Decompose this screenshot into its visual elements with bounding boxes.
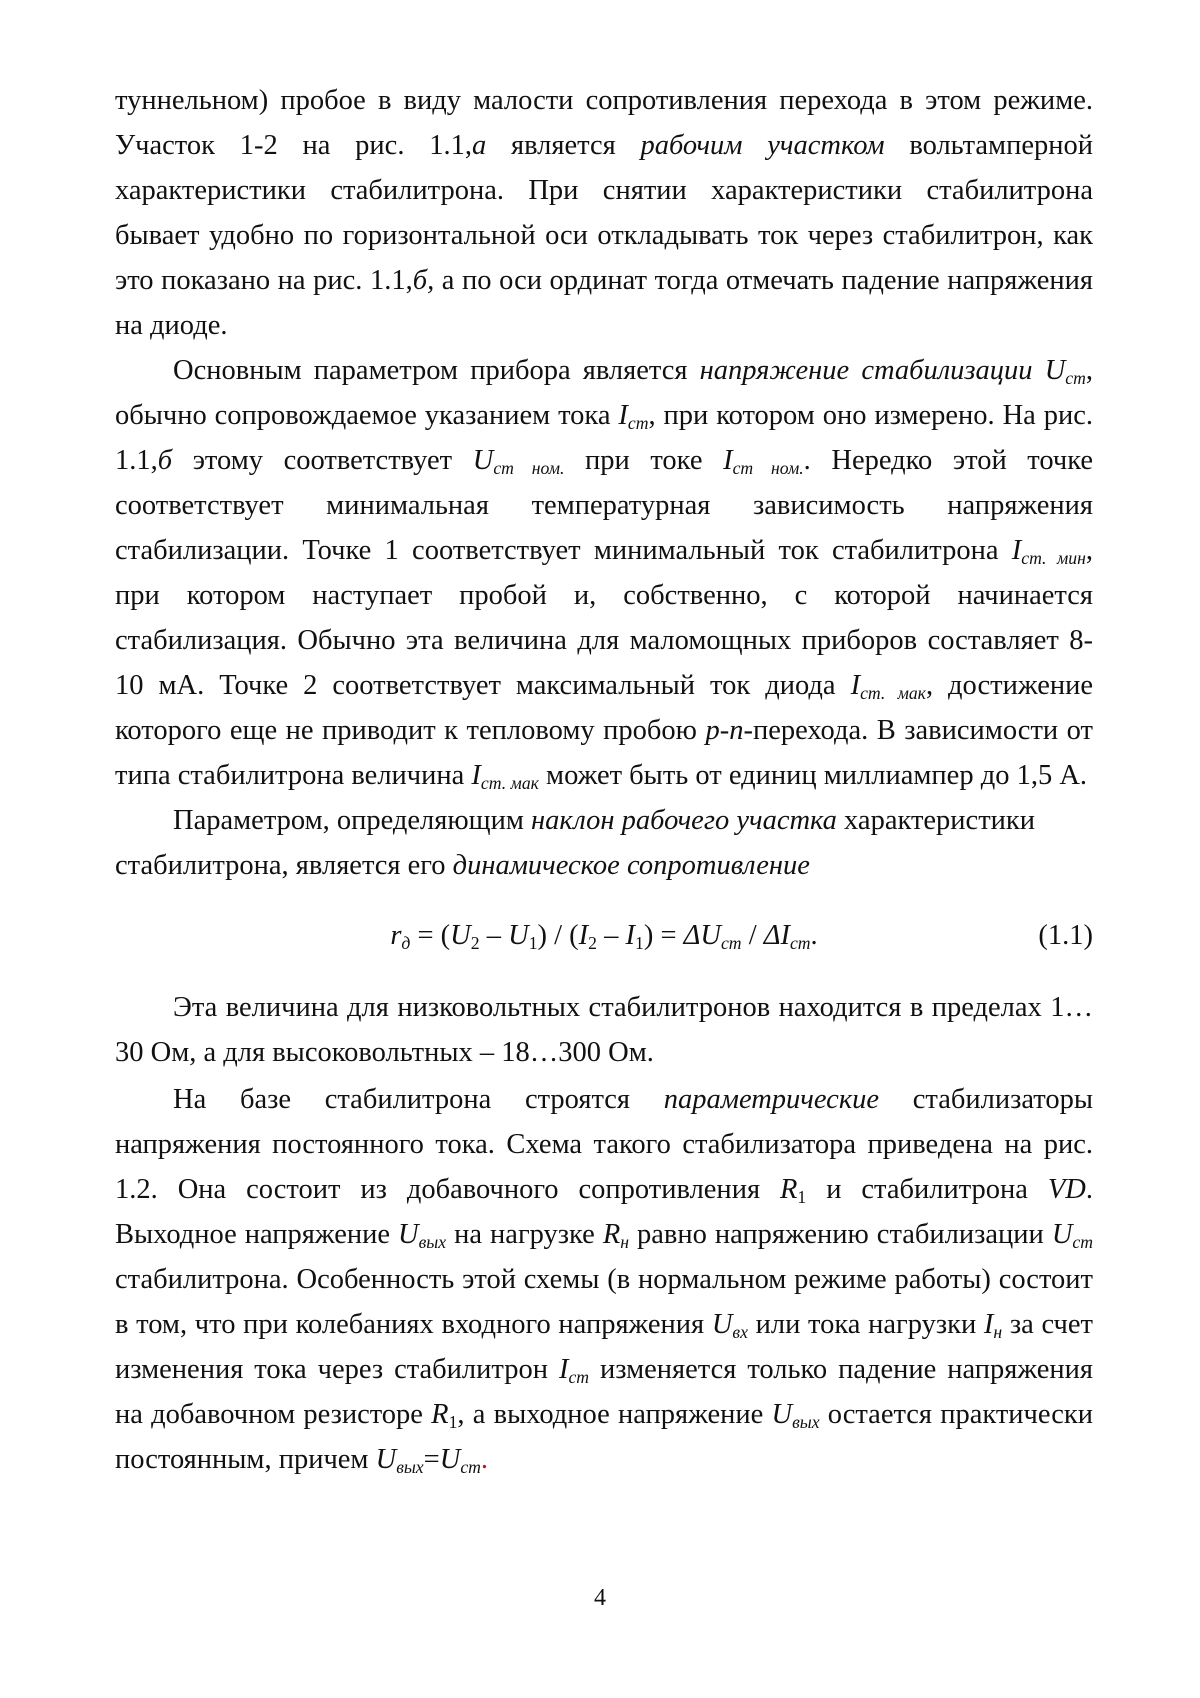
text-run: -перехода. В зависимости от типа стабилитрона величина [115, 715, 1093, 791]
text-run: Параметром, определяющим [173, 805, 532, 836]
symbol: $I_{ст. мин}$ [1011, 535, 1086, 568]
formula-expression: $r_д = (U_2 - U_1) / (I_2 - I_1) = \Delta U_{ст} / \Delta I_{ст}$. [390, 920, 818, 953]
text-run: , обычно сопровождаемое указанием тока [115, 355, 1093, 431]
italic-run: б [157, 445, 173, 476]
symbol: $I_{ст ном.}$ [723, 445, 804, 478]
italic-run: б, [412, 265, 435, 296]
italic-term: динамическое сопротивление [452, 850, 810, 881]
paragraph-3 [115, 798, 1093, 888]
italic-term: параметрические [663, 1084, 880, 1115]
text-run: стабилитрона. Особенность этой схемы (в нормальном режиме работы) состоит в том, что при колебаниях входного напряжения [115, 1264, 1093, 1340]
text-run: равно напряжению стабилизации [629, 1219, 1052, 1250]
text-run: = [423, 1444, 440, 1475]
text-run: остается практически постоянным, причем [115, 1399, 1094, 1475]
text-run: стабилизаторы напряжения постоянного тока. Схема такого стабилизатора приведена на рис. 1.2. Она состоит из добавочного сопротивления [115, 1084, 1094, 1205]
text-run: а по оси ординат тогда отмечать падение напряжения на диоде. [115, 265, 1093, 341]
text-run: характеристики стабилитрона, является его [115, 805, 1036, 881]
symbol: $U_{ст}$ [1044, 355, 1086, 388]
text-run: при токе [564, 445, 724, 476]
paragraph-4 [115, 985, 1093, 1075]
symbol: $U_{ст}$ [439, 1444, 481, 1477]
symbol: R [431, 1399, 449, 1430]
text-run: Эта величина для низковольтных стабилитронов находится в пределах 1…30 Ом, а для высоковольтных – 18…300 Ом. [115, 992, 1093, 1068]
symbol: $I_н$ [983, 1309, 1003, 1342]
symbol: $U_{вых}$ [771, 1399, 820, 1432]
text-run: на нагрузке [446, 1219, 603, 1250]
text-run: является [486, 130, 641, 161]
italic-run: а [471, 130, 487, 161]
paragraph-2 [115, 348, 1093, 798]
italic-run: p-n [705, 715, 744, 746]
end-dot: . [480, 1444, 489, 1475]
text-run: и стабилитрона [806, 1174, 1048, 1205]
italic-term: наклон рабочего участка [531, 805, 837, 836]
document-page [115, 78, 1093, 1482]
text-run: за счет изменения тока через стабилитрон [115, 1309, 1093, 1385]
text-run: этому соответствует [172, 445, 473, 476]
symbol: $R_н$ [602, 1219, 629, 1252]
symbol: $U_{вх}$ [711, 1309, 748, 1342]
symbol: VD [1047, 1174, 1086, 1205]
symbol: $U_{вых}$ [398, 1219, 447, 1252]
text-run: изменяется только падение напряжения на добавочном резисторе [115, 1354, 1093, 1430]
paragraph-1 [115, 78, 1093, 348]
text-run: , а выходное напряжение [457, 1399, 772, 1430]
symbol: $I_{ст}$ [558, 1354, 590, 1387]
text-run: . Выходное напряжение [115, 1174, 1093, 1250]
text-run: вольтамперной характеристики стабилитрона. При снятии характеристики стабилитрона бывает удобно по горизонтальной оси откладывать ток через стабилитрон, как это показано на рис. 1.1, [115, 130, 1093, 296]
formula-1-1 [115, 913, 1093, 958]
text-run: На базе стабилитрона строятся [173, 1084, 664, 1115]
symbol: $I_{ст}$ [618, 400, 649, 433]
text-run: Основным параметром прибора является [173, 355, 700, 386]
text-run: , при котором оно измерено. На рис. 1.1, [115, 400, 1093, 476]
symbol: $I_{ст. мак}$ [471, 760, 539, 793]
text-run: туннельном) пробое в виду малости сопротивления перехода в этом режиме. Участок 1-2 на рис. 1.1, [115, 85, 1093, 161]
symbol: R [780, 1174, 798, 1205]
text-run: . Нередко этой точке соответствует минимальная температурная зависимость напряжения стабилизации. Точке 1 соответствует минимальный ток стабилитрона [115, 445, 1094, 566]
text-run: может быть от единиц миллиампер до 1,5 А. [538, 760, 1088, 791]
text-run: , при котором наступает пробой и, собственно, с которой начинается стабилизация. Обычно эта величина для маломощных приборов составляет 8-10 мА. Точке 2 соответствует максимальный ток диода [115, 535, 1093, 701]
symbol: $U_{ст ном.}$ [472, 445, 565, 478]
italic-term: рабочим участком [640, 130, 885, 161]
italic-term: напряжение стабилизации [699, 355, 1045, 386]
paragraph-5: На базе стабилитрона строятся параметрические стабилизаторы напряжения постоянного тока. Схема такого стабилизатора приведена на рис. 1.2. Она состоит из добавочного сопротивления $R_1$ и стабилитрона VD. Выходное напряжение $U_{вых}$ на нагрузке $R_н$ равно напряжению стабилизации $U_{ст}$ стабилитрона. Особенность этой схемы (в нормальном режиме работы) состоит в том, что при колебаниях входного напряжения $U_{вх}$ или тока нагрузки $I_н$ за счет изменения тока через стабилитрон $I_{ст}$ изменяется только падение напряжения на добавочном резисторе $R_1$, а выходное напряжение $U_{вых}$ остается практически постоянным, причем $U_{вых}=U_{ст}$. [115, 1084, 1094, 1477]
equation-number: (1.1) [1038, 920, 1093, 951]
page-number: 4 [594, 1585, 606, 1611]
symbol: $I_{ст. мак}$ [850, 670, 926, 703]
symbol: $U_{ст}$ [1051, 1219, 1093, 1252]
text-run: , достижение которого еще не приводит к тепловому пробою [115, 670, 1093, 746]
text-run: или тока нагрузки [747, 1309, 984, 1340]
symbol: $U_{вых}$ [375, 1444, 424, 1477]
